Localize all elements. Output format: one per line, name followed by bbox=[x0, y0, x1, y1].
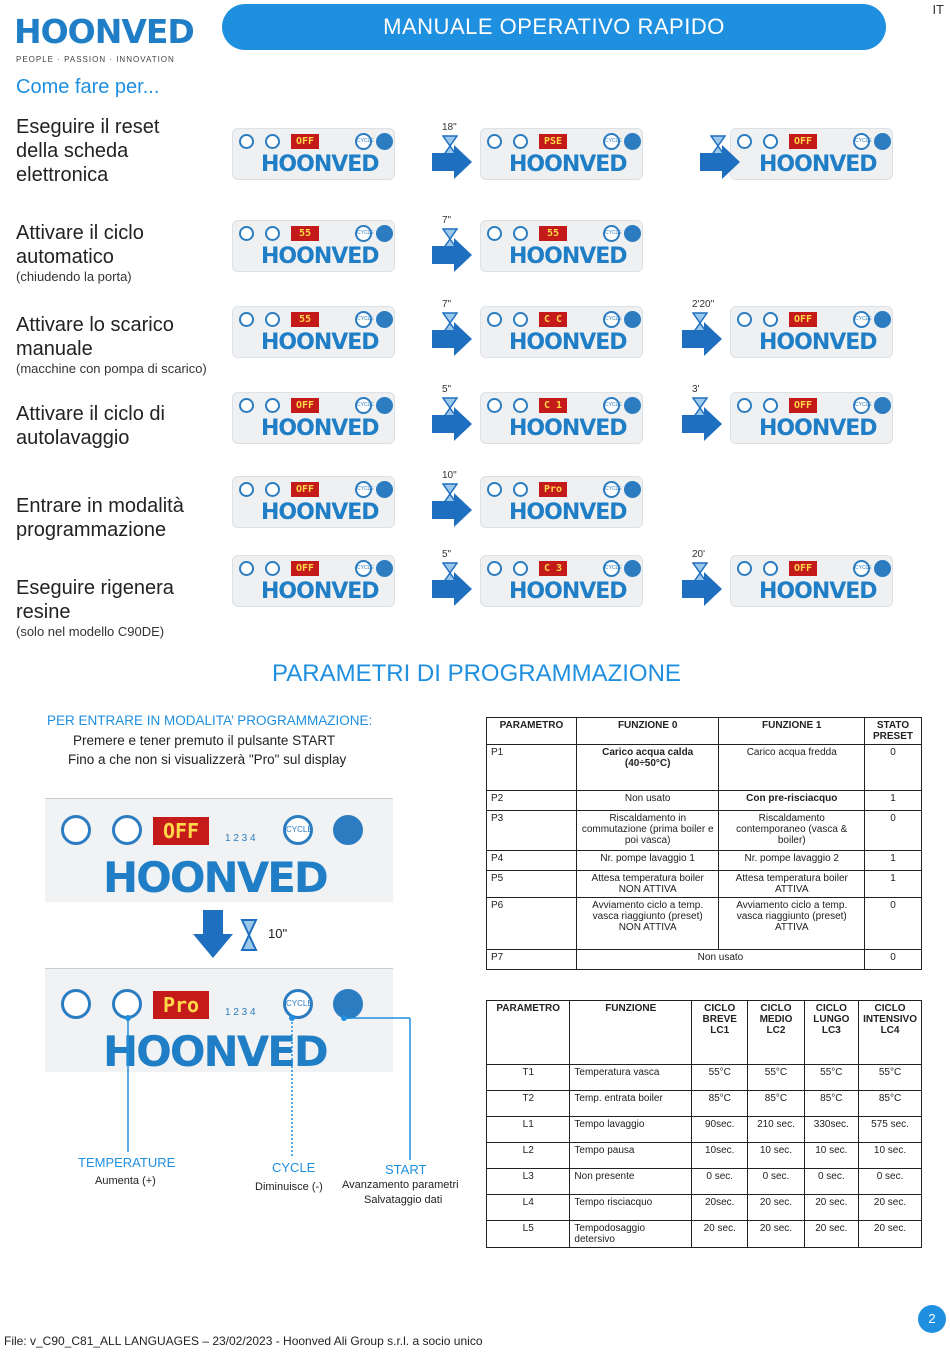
start-icon bbox=[624, 560, 641, 577]
timer-label: 3' bbox=[692, 384, 700, 395]
table-cell: 330sec. bbox=[804, 1117, 858, 1143]
timer-label: 5" bbox=[442, 549, 452, 560]
start-icon bbox=[376, 560, 393, 577]
display: C C bbox=[539, 312, 567, 327]
control-panel-step bbox=[480, 392, 643, 444]
start-icon bbox=[376, 133, 393, 150]
table-cell: 85°C bbox=[804, 1091, 858, 1117]
temperature-icon bbox=[763, 561, 778, 576]
table-cell: 0 sec. bbox=[859, 1169, 922, 1195]
temperature-icon bbox=[112, 815, 142, 845]
enter-prog-line1: Premere e tener premuto il pulsante START bbox=[73, 733, 336, 748]
table-row bbox=[487, 950, 922, 970]
table-row bbox=[487, 851, 922, 871]
table-row bbox=[487, 1117, 922, 1143]
step-regen-sub: (solo nel modello C90DE) bbox=[16, 624, 165, 639]
cycle-icon: CYCLE bbox=[355, 133, 372, 150]
panel-brand: HOONVED bbox=[759, 152, 877, 177]
power-icon bbox=[61, 989, 91, 1019]
table-cell: Con pre-risciacquo bbox=[719, 791, 865, 811]
right-arrow-icon bbox=[432, 407, 472, 441]
cycle-icon: CYCLE bbox=[283, 815, 313, 845]
temperature-icon bbox=[763, 398, 778, 413]
step-selfclean-title: Attivare il ciclo di autolavaggio bbox=[16, 403, 165, 449]
table-cell: L3 bbox=[487, 1169, 570, 1195]
table-header-row bbox=[487, 1001, 922, 1065]
panel-brand: HOONVED bbox=[509, 500, 627, 525]
start-desc-1: Avanzamento parametri bbox=[342, 1179, 459, 1191]
control-panel-step bbox=[232, 392, 395, 444]
panel-brand: HOONVED bbox=[759, 330, 877, 355]
step-drain bbox=[16, 313, 216, 376]
table-cell: P7 bbox=[487, 950, 577, 970]
table-cell: 85°C bbox=[748, 1091, 804, 1117]
right-arrow-icon bbox=[432, 145, 472, 179]
table-cell: 20 sec. bbox=[859, 1195, 922, 1221]
table-cell: Tempo lavaggio bbox=[570, 1117, 692, 1143]
display: OFF bbox=[789, 134, 817, 149]
table-cell: 1 bbox=[865, 871, 922, 898]
brand-tagline: PEOPLE · PASSION · INNOVATION bbox=[16, 55, 175, 64]
start-icon bbox=[376, 481, 393, 498]
start-icon bbox=[624, 311, 641, 328]
table-cell: 20 sec. bbox=[748, 1195, 804, 1221]
start-icon bbox=[376, 397, 393, 414]
parameters-table bbox=[486, 717, 922, 970]
power-icon bbox=[487, 482, 502, 497]
table-cell: 85°C bbox=[859, 1091, 922, 1117]
control-panel-step bbox=[232, 476, 395, 528]
table-cell: Attesa temperatura boiler ATTIVA bbox=[719, 871, 865, 898]
table-row bbox=[487, 1169, 922, 1195]
control-panel-step bbox=[730, 392, 893, 444]
control-panel-step bbox=[730, 306, 893, 358]
table-cell: 55°C bbox=[748, 1065, 804, 1091]
control-panel-step bbox=[730, 128, 893, 180]
cycle-icon: CYCLE bbox=[853, 397, 870, 414]
display: OFF bbox=[291, 561, 319, 576]
right-arrow-icon bbox=[682, 322, 722, 356]
panel-brand: HOONVED bbox=[261, 416, 379, 441]
cycle-icon: CYCLE bbox=[603, 133, 620, 150]
table-cell: Nr. pompe lavaggio 1 bbox=[576, 851, 719, 871]
table-cell: 0 sec. bbox=[748, 1169, 804, 1195]
table-cell: 1 bbox=[865, 791, 922, 811]
header-cell: CICLO INTENSIVO LC4 bbox=[859, 1001, 922, 1065]
start-desc-2: Salvataggio dati bbox=[364, 1194, 443, 1206]
start-icon bbox=[874, 311, 891, 328]
right-arrow-icon bbox=[432, 238, 472, 272]
display: OFF bbox=[789, 398, 817, 413]
cycle-icon: CYCLE bbox=[603, 225, 620, 242]
right-arrow-icon bbox=[432, 572, 472, 606]
temperature-icon bbox=[513, 312, 528, 327]
panel-brand: HOONVED bbox=[261, 152, 379, 177]
control-panel-step bbox=[480, 555, 643, 607]
table-row bbox=[487, 745, 922, 791]
table-cell: 20 sec. bbox=[748, 1221, 804, 1248]
table-cell: 55°C bbox=[692, 1065, 748, 1091]
header-cell: CICLO BREVE LC1 bbox=[692, 1001, 748, 1065]
control-panel-step bbox=[232, 220, 395, 272]
header-cell: STATO PRESET bbox=[865, 718, 922, 745]
table-row bbox=[487, 1065, 922, 1091]
table-cell: 1 bbox=[865, 851, 922, 871]
display: 55 bbox=[539, 226, 567, 241]
cycle-icon: CYCLE bbox=[355, 481, 372, 498]
cycle-icon: CYCLE bbox=[853, 560, 870, 577]
table-cell: 0 bbox=[865, 811, 922, 851]
table-cell: Temperatura vasca bbox=[570, 1065, 692, 1091]
panel-brand: HOONVED bbox=[509, 579, 627, 604]
display: OFF bbox=[291, 134, 319, 149]
cycle-icon: CYCLE bbox=[603, 560, 620, 577]
step-regen-title: Eseguire rigenera resine bbox=[16, 577, 174, 623]
table-cell: 20 sec. bbox=[804, 1195, 858, 1221]
temperature-label: TEMPERATURE bbox=[78, 1155, 176, 1170]
display: Pro bbox=[539, 482, 567, 497]
cycle-icon: CYCLE bbox=[603, 311, 620, 328]
panel-brand: HOONVED bbox=[261, 330, 379, 355]
temperature-icon bbox=[513, 482, 528, 497]
table-cell: 20 sec. bbox=[804, 1221, 858, 1248]
table-cell: L1 bbox=[487, 1117, 570, 1143]
display: Pro bbox=[153, 991, 209, 1019]
control-panel-step bbox=[480, 220, 643, 272]
brand-logo bbox=[14, 12, 204, 64]
cycle-icon: CYCLE bbox=[603, 397, 620, 414]
power-icon bbox=[239, 312, 254, 327]
temperature-icon bbox=[265, 482, 280, 497]
footer-text: File: v_C90_C81_ALL LANGUAGES – 23/02/2023 - Hoonved Ali Group s.r.l. a socio unico bbox=[4, 1334, 483, 1348]
section-heading: Come fare per... bbox=[16, 76, 160, 98]
table-cell: L2 bbox=[487, 1143, 570, 1169]
table-row bbox=[487, 898, 922, 950]
table-cell: Riscaldamento contemporaneo (vasca & boiler) bbox=[719, 811, 865, 851]
temperature-icon bbox=[265, 134, 280, 149]
table-cell: P6 bbox=[487, 898, 577, 950]
cycle-label: CYCLE bbox=[272, 1160, 316, 1175]
control-panel-off bbox=[45, 798, 393, 902]
header-cell: CICLO MEDIO LC2 bbox=[748, 1001, 804, 1065]
panel-brand: HOONVED bbox=[509, 152, 627, 177]
timer-label: 10" bbox=[442, 470, 457, 481]
table-cell: Carico acqua fredda bbox=[719, 745, 865, 791]
timer-label: 7" bbox=[442, 215, 452, 226]
table-cell: L4 bbox=[487, 1195, 570, 1221]
table-row bbox=[487, 1091, 922, 1117]
table-cell: 10 sec. bbox=[748, 1143, 804, 1169]
brand-name: HOONVED bbox=[14, 12, 194, 51]
start-icon bbox=[624, 225, 641, 242]
start-icon bbox=[333, 815, 363, 845]
temperature-desc: Aumenta (+) bbox=[95, 1175, 156, 1187]
control-panel-step bbox=[480, 128, 643, 180]
power-icon bbox=[487, 561, 502, 576]
header-cell: FUNZIONE bbox=[570, 1001, 692, 1065]
table-header-row bbox=[487, 718, 922, 745]
cycle-desc: Diminuisce (-) bbox=[255, 1181, 323, 1193]
control-panel-step bbox=[232, 555, 395, 607]
cycle-icon: CYCLE bbox=[355, 560, 372, 577]
table-cell: 20 sec. bbox=[692, 1221, 748, 1248]
step-drain-title: Attivare lo scarico manuale bbox=[16, 314, 174, 360]
temperature-icon bbox=[763, 312, 778, 327]
cycle-icon: CYCLE bbox=[355, 311, 372, 328]
table-cell: 85°C bbox=[692, 1091, 748, 1117]
control-panel-step bbox=[480, 306, 643, 358]
table-cell: P2 bbox=[487, 791, 577, 811]
cycle-icon: CYCLE bbox=[603, 481, 620, 498]
table-row bbox=[487, 811, 922, 851]
display: C 3 bbox=[539, 561, 567, 576]
display: 55 bbox=[291, 226, 319, 241]
programming-title: PARAMETRI DI PROGRAMMAZIONE bbox=[272, 660, 681, 687]
panel-brand: HOONVED bbox=[759, 416, 877, 441]
hourglass-icon bbox=[240, 918, 258, 952]
step-reset-title: Eseguire il reset della scheda elettronica bbox=[16, 116, 160, 186]
cycle-icon: CYCLE bbox=[355, 225, 372, 242]
right-arrow-icon bbox=[432, 322, 472, 356]
table-cell: P5 bbox=[487, 871, 577, 898]
start-icon bbox=[874, 560, 891, 577]
cycle-numbers: 1 2 3 4 bbox=[225, 1007, 256, 1018]
start-icon bbox=[624, 133, 641, 150]
table-cell: L5 bbox=[487, 1221, 570, 1248]
table-cell: Tempo risciacquo bbox=[570, 1195, 692, 1221]
start-label: START bbox=[385, 1162, 427, 1177]
table-cell: Nr. pompe lavaggio 2 bbox=[719, 851, 865, 871]
temperature-icon bbox=[513, 561, 528, 576]
table-cell: Avviamento ciclo a temp. vasca riaggiunto (preset) NON ATTIVA bbox=[576, 898, 719, 950]
display: 55 bbox=[291, 312, 319, 327]
table-cell: 10sec. bbox=[692, 1143, 748, 1169]
table-cell: Non usato bbox=[576, 791, 719, 811]
table-row bbox=[487, 1143, 922, 1169]
panel-brand: HOONVED bbox=[509, 330, 627, 355]
table-cell: Carico acqua calda (40÷50°C) bbox=[576, 745, 719, 791]
table-cell: 20 sec. bbox=[859, 1221, 922, 1248]
cycle-icon: CYCLE bbox=[853, 311, 870, 328]
table-cell: P4 bbox=[487, 851, 577, 871]
timer-label: 2'20" bbox=[692, 299, 715, 310]
table-cell: 10 sec. bbox=[859, 1143, 922, 1169]
table-cell: Avviamento ciclo a temp. vasca riaggiunto (preset) ATTIVA bbox=[719, 898, 865, 950]
power-icon bbox=[239, 482, 254, 497]
power-icon bbox=[737, 561, 752, 576]
cycle-icon: CYCLE bbox=[355, 397, 372, 414]
table-cell: 210 sec. bbox=[748, 1117, 804, 1143]
table-cell: Attesa temperatura boiler NON ATTIVA bbox=[576, 871, 719, 898]
start-icon bbox=[376, 225, 393, 242]
table-cell: 20sec. bbox=[692, 1195, 748, 1221]
temperature-icon bbox=[763, 134, 778, 149]
power-icon bbox=[487, 226, 502, 241]
temperature-icon bbox=[265, 561, 280, 576]
timer-label: 20' bbox=[692, 549, 706, 560]
header-cell: PARAMETRO bbox=[487, 1001, 570, 1065]
temperature-icon bbox=[265, 312, 280, 327]
header-cell: CICLO LUNGO LC3 bbox=[804, 1001, 858, 1065]
timer-label: 5" bbox=[442, 384, 452, 395]
panel-brand: HOONVED bbox=[509, 416, 627, 441]
control-panel-step bbox=[730, 555, 893, 607]
display: PSE bbox=[539, 134, 567, 149]
cycle-numbers: 1 2 3 4 bbox=[225, 833, 256, 844]
table-cell: Riscaldamento in commutazione (prima boiler e poi vasca) bbox=[576, 811, 719, 851]
table-row bbox=[487, 791, 922, 811]
header-cell: FUNZIONE 0 bbox=[576, 718, 719, 745]
temperature-icon bbox=[513, 226, 528, 241]
right-arrow-icon bbox=[700, 145, 740, 179]
table-row bbox=[487, 871, 922, 898]
table-cell: 0 bbox=[865, 745, 922, 791]
table-cell: 10 sec. bbox=[804, 1143, 858, 1169]
step-prog-title: Entrare in modalità programmazione bbox=[16, 495, 184, 541]
control-panel-step bbox=[232, 128, 395, 180]
page-title: MANUALE OPERATIVO RAPIDO bbox=[222, 4, 886, 50]
right-arrow-icon bbox=[682, 572, 722, 606]
table-cell: T1 bbox=[487, 1065, 570, 1091]
table-cell: Tempodosaggio detersivo bbox=[570, 1221, 692, 1248]
power-icon bbox=[239, 398, 254, 413]
table-cell: Non presente bbox=[570, 1169, 692, 1195]
display: OFF bbox=[789, 312, 817, 327]
step-auto-sub: (chiudendo la porta) bbox=[16, 269, 132, 284]
table-cell: Temp. entrata boiler bbox=[570, 1091, 692, 1117]
table-cell: P3 bbox=[487, 811, 577, 851]
panel-brand: HOONVED bbox=[759, 579, 877, 604]
power-icon bbox=[487, 312, 502, 327]
table-row bbox=[487, 1221, 922, 1248]
table-cell: 575 sec. bbox=[859, 1117, 922, 1143]
power-icon bbox=[487, 134, 502, 149]
table-cell: 55°C bbox=[859, 1065, 922, 1091]
table-cell: Tempo pausa bbox=[570, 1143, 692, 1169]
timer-label: 7" bbox=[442, 299, 452, 310]
cycle-icon: CYCLE bbox=[853, 133, 870, 150]
power-icon bbox=[239, 134, 254, 149]
control-panel-step bbox=[480, 476, 643, 528]
panel-brand: HOONVED bbox=[261, 500, 379, 525]
power-icon bbox=[239, 226, 254, 241]
table-cell: Non usato bbox=[576, 950, 864, 970]
header-cell: PARAMETRO bbox=[487, 718, 577, 745]
display: C 1 bbox=[539, 398, 567, 413]
table-cell: 90sec. bbox=[692, 1117, 748, 1143]
table-cell: 0 bbox=[865, 950, 922, 970]
page-number: 2 bbox=[918, 1305, 946, 1333]
language-code: IT bbox=[932, 2, 944, 17]
table-cell: 55°C bbox=[804, 1065, 858, 1091]
cycle-icon: CYCLE bbox=[283, 989, 313, 1019]
power-icon bbox=[239, 561, 254, 576]
enter-prog-line2: Fino a che non si visualizzerà "Pro" sul display bbox=[68, 752, 347, 767]
power-icon bbox=[737, 398, 752, 413]
header-cell: FUNZIONE 1 bbox=[719, 718, 865, 745]
table-cell: 0 bbox=[865, 898, 922, 950]
enter-prog-heading: PER ENTRARE IN MODALITA’ PROGRAMMAZIONE: bbox=[47, 713, 373, 728]
panel-brand: HOONVED bbox=[103, 1027, 327, 1076]
table-cell: T2 bbox=[487, 1091, 570, 1117]
panel-brand: HOONVED bbox=[509, 244, 627, 269]
right-arrow-icon bbox=[682, 407, 722, 441]
step-auto bbox=[16, 221, 216, 284]
table-row bbox=[487, 1195, 922, 1221]
down-arrow-icon bbox=[193, 910, 233, 958]
power-icon bbox=[487, 398, 502, 413]
prog-timer: 10" bbox=[268, 926, 288, 941]
start-icon bbox=[376, 311, 393, 328]
temperature-icon bbox=[513, 134, 528, 149]
temperature-icon bbox=[265, 398, 280, 413]
table-cell: P1 bbox=[487, 745, 577, 791]
cycles-table bbox=[486, 1000, 922, 1248]
display: OFF bbox=[153, 817, 209, 845]
start-icon bbox=[624, 481, 641, 498]
start-icon bbox=[874, 133, 891, 150]
panel-brand: HOONVED bbox=[261, 244, 379, 269]
panel-brand: HOONVED bbox=[261, 579, 379, 604]
power-icon bbox=[61, 815, 91, 845]
start-icon bbox=[624, 397, 641, 414]
display: OFF bbox=[789, 561, 817, 576]
leader-lines bbox=[120, 1010, 420, 1160]
control-panel-step bbox=[232, 306, 395, 358]
display: OFF bbox=[291, 482, 319, 497]
temperature-icon bbox=[513, 398, 528, 413]
timer-label: 18" bbox=[442, 122, 457, 133]
table-cell: 0 sec. bbox=[692, 1169, 748, 1195]
step-drain-sub: (macchine con pompa di scarico) bbox=[16, 361, 207, 376]
step-auto-title: Attivare il ciclo automatico bbox=[16, 222, 144, 268]
start-icon bbox=[874, 397, 891, 414]
power-icon bbox=[737, 312, 752, 327]
temperature-icon bbox=[265, 226, 280, 241]
panel-brand: HOONVED bbox=[103, 853, 327, 902]
step-regen bbox=[16, 576, 216, 639]
display: OFF bbox=[291, 398, 319, 413]
right-arrow-icon bbox=[432, 493, 472, 527]
table-cell: 0 sec. bbox=[804, 1169, 858, 1195]
